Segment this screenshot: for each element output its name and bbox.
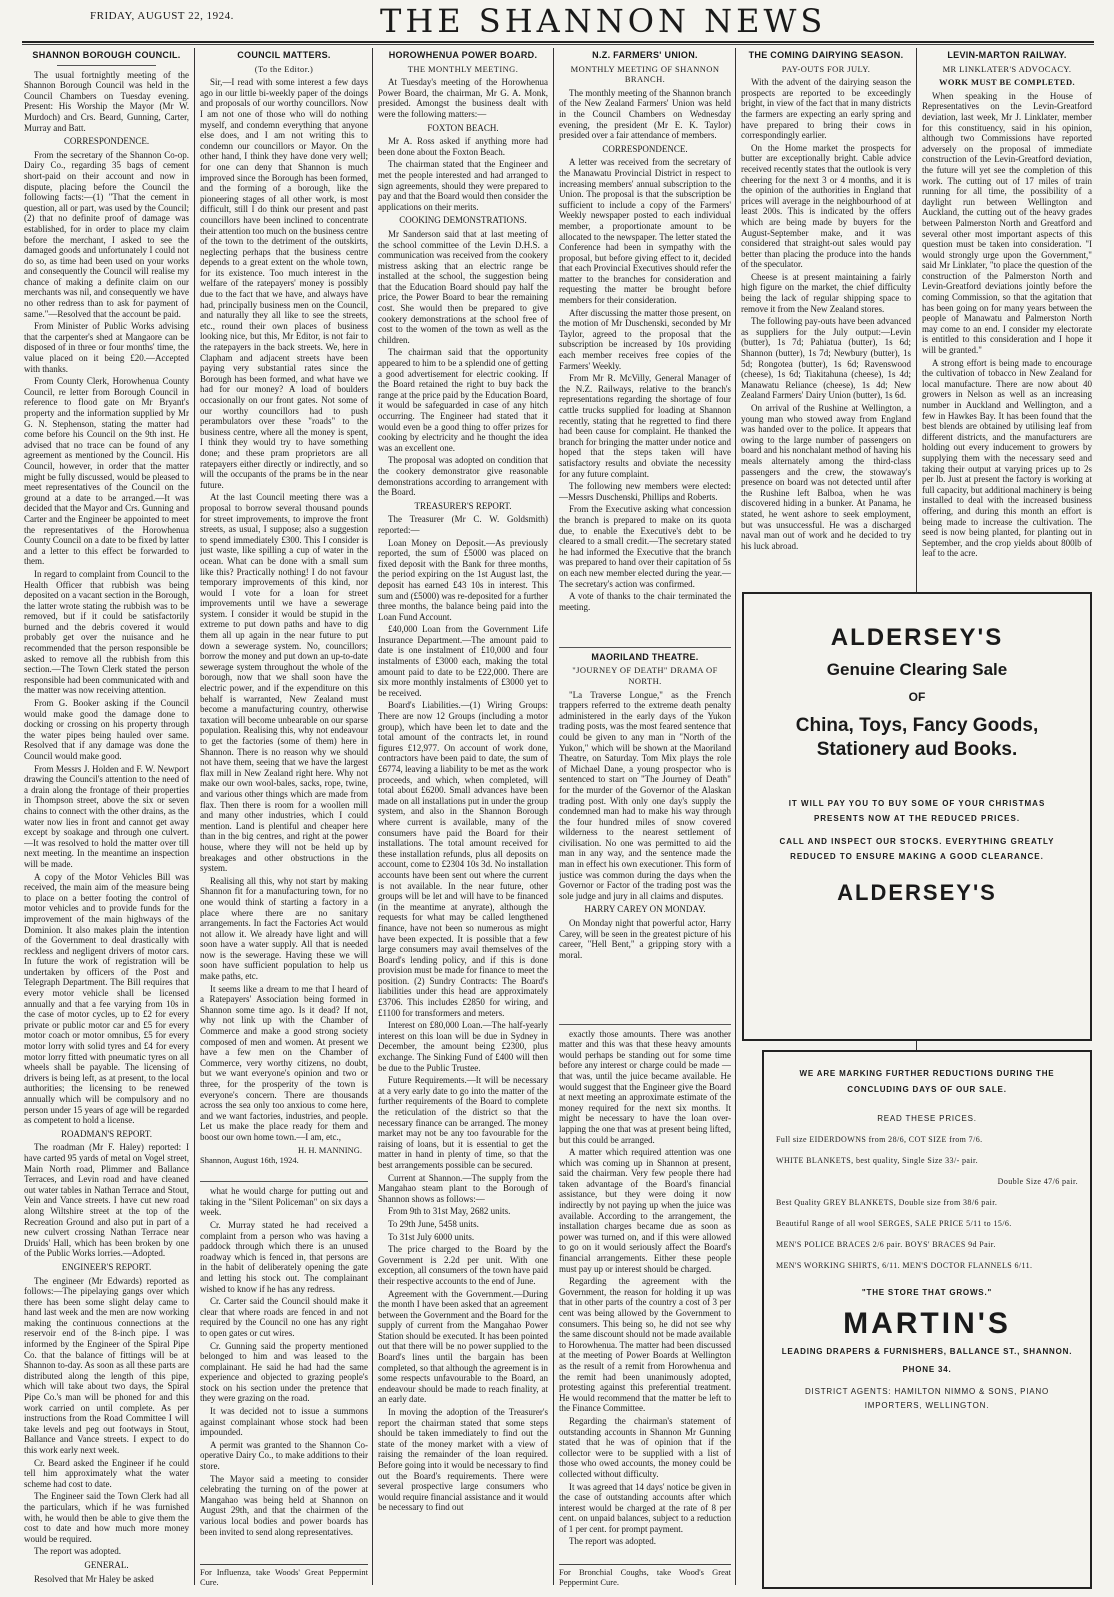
- ad-intro: WE ARE MARKING FURTHER REDUCTIONS DURING THE CONCLUDING DAYS OF OUR SALE.: [799, 1069, 1055, 1094]
- column-borough-council: [24, 48, 189, 1587]
- article-subheading: PAY-OUTS FOR JULY.: [781, 63, 871, 74]
- paragraph: Future Requirements.—It will be necessary at a very early date to go into the matter of the further requirements of the Board to complete the reticulation of the district so that the necessary finance can be arranged. The money market may not be any too favourable for the raising of loans, but it is essential to get the matter in hand in plenty of time, so that the best arrangements possible can be secured.: [378, 1075, 548, 1170]
- paragraph: Loan Money on Deposit.—As previously reported, the sum of £5000 was placed on fixed deposit with the Bank for three months, the period expiring on the 1st August last, the deposit has earned £43 10s in interest. This sum and (£5000) was re-deposited for a further three months, the balance being paid into the Loan Fund Account.: [378, 537, 548, 622]
- paragraph: From Messrs J. Holden and F. W. Newport drawing the Council's attention to the need of a drain along the frontage of their properties in Thompson street, above the six or seven chains to connect with the other drains, as the water now lies in front and cannot get away except by soakage and through one culvert.—It was resolved to hold the matter over till next meeting. In the meantime an inspection will be made.: [24, 763, 189, 869]
- paragraph: It seems like a dream to me that I heard of a Ratepayers' Association being formed in Shannon some time ago. Is it dead? If not, why not link up with the Chamber of Commerce and make a good strong society composed of men and women. At present we have a few men on the Chamber of Commerce, very worthy citizens, no doubt, but we want everyone's opinion and two or three, for the prosperity of the town is everyone's concern. There are thousands across the sea only too anxious to come here, and we want factories, industries, and people. Let us make the place ready for them and boost our own home town.—I am, etc.,: [200, 983, 368, 1142]
- letter-signature: H. H. MANNING.: [298, 1144, 362, 1155]
- advertiser-name: ALDERSEY'S: [830, 624, 1004, 651]
- section-heading: ROADMAN'S REPORT.: [61, 1128, 152, 1139]
- paragraph: The Engineer said the Town Clerk had all the particulars, which if he was furnished with, he would then be able to give them the cost to date and how much more money would be required.: [24, 1491, 189, 1544]
- paragraph: A matter which required attention was one which was coming up in Shannon at present, said the chairman. Very few people there had taken advantage of the Board's financial assistance, but they were doing it now indirectly by not paying up when the juice was available. According to the arrangement, the installation charges became due as soon as power was turned on, and if this were allowed to go on it would seriously affect the Board's financial arrangements. Either these people must pay up or interest should be charged.: [559, 1147, 731, 1274]
- column-divider: [735, 48, 736, 1585]
- article-heading: N.Z. FARMERS' UNION.: [592, 50, 698, 60]
- store-address: LEADING DRAPERS & FURNISHERS, BALLANCE ST., SHANNON.: [781, 1347, 1073, 1356]
- paragraph: To 31st July 6000 units.: [388, 1231, 475, 1242]
- column-divider: [372, 48, 373, 1585]
- article-subheading: MONTHLY MEETING OF SHANNON BRANCH.: [570, 63, 720, 85]
- paragraph: The usual fortnightly meeting of the Shannon Borough Council was held in the Council Chambers on Tuesday evening. Present: His Worship the Mayor (Mr W. Murdoch) and Crs. Beard, Gunning, Carter, Murray and Batt.: [24, 69, 189, 133]
- paragraph: The roadman (Mr F. Haley) reported: I have carted 95 yards of metal on Vogel street, Main North road, Plimmer and Ballance Terraces, and Levin road and have cleaned out water tables in Nathan Terrace and Stout, Vein and Vance streets. I have cut new road along Wiltshire street at the top of the Recreation Ground and also put in part of a new culvert crossing Nathan Terrace near Druids' Hall, which has been broken by one of the Public Works lorries.—Adopted.: [24, 1142, 189, 1259]
- price-list: [764, 1135, 1090, 1270]
- farmers-body: [559, 88, 731, 643]
- price-item: MEN'S POLICE BRACES 2/6 pair. BOYS' BRACES 9d Pair.: [776, 1240, 996, 1249]
- paragraph: From Mr R. McVilly, General Manager of the N.Z. Railways, relative to the branch's representations regarding the shortage of four cattle trucks supplied for loading at Shannon recently, stating that he regretted to find there had been cause for complaint. He thanked the branch for bringing the matter under notice and hoped that the steps taken will have satisfactory results and obviate the necessity for any future complaint.: [559, 373, 731, 479]
- paragraph: Cr. Murray stated he had received a complaint from a person who was having a paddock through which there is an unused roadway which is fenced in, that persons are in the habit of deliberately opening the gate and letting his stock out. The complainant wished to know if he has any redress.: [200, 1219, 368, 1294]
- ad-notice-2: CALL AND INSPECT OUR STOCKS. EVERYTHING GREATLY REDUCED TO ENSURE MAKING A GOOD CLEARANCE.: [779, 837, 1055, 861]
- district-agents: DISTRICT AGENTS: HAMILTON NIMMO & SONS, PIANO IMPORTERS, WELLINGTON.: [804, 1387, 1050, 1410]
- paragraph: At Tuesday's meeting of the Horowhenua Power Board, the chairman, Mr G. A. Monk, presided. Amongst the business dealt with were the following matters:—: [378, 77, 548, 119]
- ad-read-prices: READ THESE PRICES.: [877, 1114, 977, 1123]
- paragraph: The report was adopted.: [569, 1536, 656, 1547]
- paragraph: A vote of thanks to the chair terminated the meeting.: [559, 591, 731, 612]
- paragraph: From Minister of Public Works advising that the carpenter's shed at Mangaore can be disposed of in three or four months' time, the value placed on it being £20.—Accepted with thanks.: [24, 321, 189, 374]
- advertisement-martins: [762, 1050, 1092, 1589]
- article-heading: SHANNON BOROUGH COUNCIL.: [32, 50, 181, 60]
- letter-paragraphs: [200, 77, 368, 1142]
- column-footer-ad: For Bronchial Coughs, take Wood's Great Peppermint Cure.: [559, 1564, 731, 1587]
- paragraph: Interest on £80,000 Loan.—The half-yearly interest on this loan will be due in Sydney in December, the amount being £2300, plus exchange. The Sinking Fund of £400 will then be due to the Public Trustee.: [378, 1020, 548, 1073]
- council-continuation: [200, 1186, 368, 1537]
- section-heading: COOKING DEMONSTRATIONS.: [399, 215, 527, 226]
- theatre-heading: MAORILAND THEATRE.: [591, 651, 699, 662]
- paragraph: The engineer (Mr Edwards) reported as follows:—The pipelaying gangs over which there has been some slight delay came to hand last week and the men are now working making the continuous connections at the reservoir end of the 8-inch pipe. I was informed by the Engineer of the Spiral Pipe Co. that the balance of fittings will be at Shannon to-day. As soon as all these parts are distributed along the length of this pipe, which will take about two days, the Spiral Pipe Co.'s man will be phoned for and this work carried on until complete. As per instructions from the Road Committee I will take levels and peg out footways in Stout, Ballance and Vance streets. I expect to do this work early next week.: [24, 1275, 189, 1455]
- goods-line-1: China, Toys, Fancy Goods,: [795, 715, 1039, 736]
- column-railway: [922, 48, 1092, 588]
- store-phone: PHONE 34.: [902, 1365, 952, 1374]
- paragraph: The chairman stated that the Engineer and met the people interested and had arranged to sign agreements, should they were prepared to pay and that the Board would then consider the applications on their merits.: [378, 159, 548, 212]
- paragraph: The following new members were elected:—Messrs Duschenski, Phillips and Roberts.: [559, 481, 731, 502]
- section-heading: ENGINEER'S REPORT.: [61, 1261, 152, 1272]
- paragraph: The chairman said that the opportunity appeared to him to be a splendid one of getting a good advertisement for electric cooking. If the Board retained the right to buy back the range at the price paid by the Education Board, it would be safeguarded in case of any hitch occurring. The Engineer had stated that it would even be a good thing to offer prizes for cooking by electricity and he thought the idea was an excellent one.: [378, 347, 548, 453]
- paragraph: A letter was received from the secretary of the Manawatu Provincial District in respect to increasing members' annual subscription to the Union. The proposal is that the subscription be sufficient to include a copy of the Farmers' Weekly newspaper posted to each individual member, a proportionate amount to be allocated to the newspaper. The letter stated the Conference had been in sympathy with the proposal, but before giving effect to it, decided that each Provincial Executives should refer the matter to the branches for consideration and requesting the matter be brought before members for their consideration.: [559, 157, 731, 306]
- heading-rule: [57, 65, 156, 66]
- sale-title: Genuine Clearing Sale: [826, 660, 1008, 679]
- paragraph: The price charged to the Board by the Government is 2.2d per unit. With one exception, all consumers of the town have paid their respective accounts to the end of June.: [378, 1244, 548, 1286]
- advertiser-name: MARTIN'S: [843, 1307, 1011, 1340]
- paragraph: From 9th to 31st May, 2682 units.: [388, 1206, 511, 1217]
- article-subheading: MR LINKLATER'S ADVOCACY.: [942, 63, 1072, 74]
- article-subheading-2: WORK MUST BE COMPLETED.: [938, 77, 1076, 88]
- paragraph: From the Executive asking what concession the branch is prepared to make on its quota due, to enable the Executive's debt to be cleared to a small credit.—The secretary stated he had informed the Executive that the branch was prepared to hand over their capitation of 5s on each new member elected during the year.—The secretary's action was confirmed.: [559, 504, 731, 589]
- paragraph: A permit was granted to the Shannon Co-operative Dairy Co., to make additions to their store.: [200, 1439, 368, 1472]
- paragraph: The report was adopted.: [34, 1546, 121, 1557]
- section-heading: CORRESPONDENCE.: [602, 143, 688, 154]
- paragraph: Cr. Gunning said the property mentioned belonged to him and was leased to the complainant. He said he had had the same experience and objected to grazing people's stock on his section under the pretence that they were grazing on the road.: [200, 1340, 368, 1404]
- paragraph: The monthly meeting of the Shannon branch of the New Zealand Farmers' Union was held in the Council Chambers on Wednesday evening, the president (Mr E. K. Taylor) presided over a fair attendance of members.: [559, 87, 731, 141]
- price-item: Beautiful Range of all wool SERGES, SALE PRICE 5/11 to 15/6.: [776, 1219, 1012, 1228]
- article-heading: THE COMING DAIRYING SEASON.: [748, 50, 904, 60]
- paragraph: In moving the adoption of the Treasurer's report the chairman stated that some steps should be taken immediately to find out the state of the money market with a view of raising the remainder of the loan required. Before going into it would be necessary to find out the Board's requirements. There were several prospective large consumers who would require financial assistance and it would be necessary to find out: [378, 1407, 548, 1513]
- section-heading: TREASURER'S REPORT.: [414, 500, 512, 511]
- ad-notice-1: IT WILL PAY YOU TO BUY SOME OF YOUR CHRISTMAS PRESENTS NOW AT THE REDUCED PRICES.: [788, 799, 1046, 823]
- paragraph: With the advent of the dairying season the prospects are reported to be exceedingly bright, in view of the fact that in many districts the farmers are expecting an early spring and have prepared to bring their cows in correspondingly earlier.: [741, 77, 911, 141]
- theatre-body: [559, 690, 731, 1020]
- masthead-rule-thin: [22, 44, 1094, 45]
- letter-body: [200, 77, 368, 1177]
- paragraph: On the Home market the prospects for butter are exceptionally bright. Cable advice received recently states that the outlook is very cheering for the next 3 or 4 months, and it is the opinion of the authorities in England that prices will average in the neighbourhood of at least 200s. This is indicated by the offers which are being made by buyers for the August-September make, and it was considered that straight-out sales would pay better than placing the produce into the hands of the speculator.: [741, 142, 911, 270]
- paragraph: Agreement with the Government.—During the month I have been asked that an agreement between the Government and the Board for the supply of current from the Mangahao Power Station should be executed. It has been pointed out that there will be no power supplied to the Board's lines until the bargain has been completed, so that although the agreement is in some respects unfavourable to the Board, an endeavour should be made to reach finality, at an early date.: [378, 1288, 548, 1405]
- paragraph: From the secretary of the Shannon Co-op. Dairy Co., regarding 35 bags of cement short-paid on their account and now in dispute, placing before the Council the following facts:—(1) "That the cement in question, all or part, was used by the Council; (2) that no definite proof of damage was established, for in order to place my claim before the merchant, I asked to see the damaged goods and unfortunately I could not do so, as time had been used on your works and consequently the Council will realise my chance of making a definite claim on our merchants was nil, and consequently we have no other redress than to ask for payment of same."—Resolved that the account be paid.: [24, 149, 189, 319]
- store-slogan: "THE STORE THAT GROWS.": [861, 1288, 993, 1297]
- paragraph: When speaking in the House of Representatives on the Levin-Greatford deviation, last week, Mr J. Linklater, member for this constituency, said in his opinion, although two Commissions have reported adversely on the proposal of immediate construction of the Levin-Greatford deviation, the future will yet see the completion of this work. The cutting out of 17 miles of train running for all time, the possibility of a daylight run between Wellington and Auckland, the cutting out of the heavy grades between Palmerston North and Greatford and several other most important aspects of this question must be taken into consideration. "I would strongly urge upon the Government," said Mr Linklater, "to place the question of the construction of the Palmerston North and Levin-Greatford deviations jointly before the coming Commission, so that the agitation that has been going on for many years between the people of Manawatu and Palmerston North may come to an end. I consider my electorate is entitled to this consideration and I hope it will be granted.": [922, 90, 1092, 356]
- paragraph: Mr A. Ross asked if anything more had been done about the Foxton Beach.: [378, 136, 548, 157]
- letter-dateline: Shannon, August 16th, 1924.: [200, 1155, 299, 1166]
- paragraph: It was decided not to issue a summons against complainant whose stock had been impounded.: [200, 1406, 368, 1438]
- paragraph: The proposal was adopted on condition that the cookery demonstrator give reasonable demonstrations according to arrangement with the Board.: [378, 455, 548, 498]
- article-heading: COUNCIL MATTERS.: [237, 50, 331, 60]
- paragraph: At the last Council meeting there was a proposal to borrow several thousand pounds for street improvements, to improve the front streets, as usual, I suppose; also a suggestion to spend immediately £300. This I consider is just waste, like spilling a cup of water in the ocean. What can be done with a small sum like this? Practically nothing! I do not favour temporary improvements of this kind, nor would I vote for a loan for street improvements until we have a sewerage system. I consider it would be stupid in the extreme to put down paths and have to dig them all up again in the near future to put down a sewerage system. No, councillors; borrow the money and put down an up-to-date sewerage system throughout the whole of the borough, now that we shall soon have the electric power, and if the expenditure on this behalf is warranted, New Zealand must become a manufacturing country, otherwise taxation will become unbearable on our sparse population. Realising this, why not endeavour to get the factories (some of them) here in Shannon. There is no reason why we should not have them, seeing that we have the largest flax mill in New Zealand right here. Why not make our own wool-bales, sacks, rope, twine, and various other things which are made from flax. Then there is room for a woollen mill and many other industries, which I could mention. Land is plentiful and cheaper here than in the big centres, and right at the power house, where they will not be held up by breakages and other obstructions in the system.: [200, 492, 368, 874]
- article-heading: HOROWHENUA POWER BOARD.: [388, 50, 538, 60]
- article-body: [24, 70, 189, 1585]
- paragraph: Mr Sanderson said that at last meeting of the school committee of the Levin D.H.S. a communication was received from the cookery mistress asking that an electric range be installed at the school, the suggestion being that the Education Board should pay half the price, the Power Board to bear the remaining cost. She would then be prepared to give cookery demonstrations at the school free of cost to the women of the town as well as the children.: [378, 228, 548, 345]
- column-power-board: [378, 48, 548, 1587]
- paragraph: what he would charge for putting out and taking in the "Silent Policeman" on six days a week.: [200, 1186, 368, 1218]
- advertisement-aldersey: [742, 592, 1092, 1041]
- paragraph: On Monday night that powerful actor, Harry Carey, will be seen in the greatest picture of his career, "Hell Bent," a gripping story with a moral.: [559, 918, 731, 960]
- article-subheading: (To the Editor.): [254, 63, 314, 74]
- article-paragraphs: [559, 88, 731, 613]
- sale-of: OF: [908, 690, 926, 704]
- section-heading: HARRY CAREY ON MONDAY.: [584, 904, 706, 915]
- paragraph: "La Traverse Longue," as the French trappers referred to the extreme death penalty administered in the early days of the Yukon trading posts, was the most feared sentence that could be given to any man in "North of the Yukon," which will be shown at the Maoriland Theatre, on Saturday. Tom Mix plays the role of Michael Dane, a young prospector who is sentenced to start on "The Journey of Death" for the murder of the Governor of the Alaskan trading post. With only one day's supply the condemned man had to make his way through the four hundred miles of snow covered wilderness to the nearest settlement of civilisation. No one was permitted to aid the man in any way, and the sentence made the man in effect his own executioner. This form of justice was common during the days when the Governor or Factor of the trading post was the sole judge and jury in all claims and disputes.: [559, 689, 731, 901]
- paragraph: From County Clerk, Horowhenua County Council, re letter from Borough Council in reference to flood gate on Mr Bryant's property and the information supplied by Mr G. N. Stephenson, stating the matter had come before his Council on the 9th inst. He advised that no trace can be found of any agreement as mentioned by the Council. His Council, however, in order that the matter might be fully discussed, would be pleased to meet representatives of the Council on the ground at a date to be arranged.—It was decided that the Mayor and Crs. Gunning and Carter and the Engineer be appointed to meet the representatives of the Horowhenua County Council on a date to be fixed by latter and a letter to this effect be forwarded to them.: [24, 376, 189, 567]
- section-rule: [200, 1181, 368, 1182]
- paragraph: Board's Liabilities.—(1) Wiring Groups: There are now 12 Groups (including a motor group), which have been let to date and the total amount of the contracts let, in round figures £12,977. On account of work done, contractors have been paid to date, the sum of £6774, leaving a liability to be met as the work proceeds, and which, when completed, will total about £6200. Small advances have been made on all installations put in under the group system, and also in the Shannon Borough where current is available, many of the consumers have paid the Board for their installations. The total amount received for these installation refunds, plus all deposits on account, come to £2304 10s 3d. No installation accounts have been sent out where the current is not available. In the near future, other groups will be let and will have to be financed (in the meantime at anyrate), although the requests for what may be called lengthened finance, have not been so numerous as might have been expected. It is possible that a few large consumers may avail themselves of the Board's lending policy, and if this is done provision must be made for finance to meet the position. (2) Sundry Contracts: The Board's liabilities under this head are approximately £3706. This includes £2850 for wiring, and £1100 for transformers and meters.: [378, 700, 548, 1018]
- power-board-continuation: [559, 1029, 731, 1548]
- column-footer-ad: For Influenza, take Woods' Great Peppermint Cure.: [200, 1564, 368, 1587]
- paragraph: Realising all this, why not start by making Shannon fit for a manufacturing town, for no one would think of starting a factory in a place where there are no sanitary arrangements. In fact the Factories Act would not allow it. We already have light and will soon have a water supply. All that is needed now is the sewerage. Having these we will soon have sufficient population to help us make paths, etc.: [200, 875, 368, 982]
- column-council-matters: [200, 48, 368, 1587]
- paragraph: After discussing the matter those present, on the motion of Mr Duschenski, seconded by Mr Taylor, agreed to the proposal that the subscription be increased by 10s providing each member receives free copies of the Farmers' Weekly.: [559, 307, 731, 371]
- paragraph: It was agreed that 14 days' notice be given in the case of outstanding accounts after which interest would be charged at the rate of 8 per cent. on unpaid balances, subject to a reduction of 1 per cent. for prompt payment.: [559, 1481, 731, 1534]
- paragraph: Regarding the agreement with the Government, the reason for holding it up was that in other parts of the country a cost of 3 per cent was being allowed by the Government to consumers. This being so, he did not see why the same discount should not be made available to Horowhenua. The matter had been discussed at the meeting of Power Boards at Wellington as the result of a remit from Horowhenua and the remit had been unanimously adopted, protesting against this preferential treatment. He would recommend that the matter be left to the Finance Committee.: [559, 1276, 731, 1414]
- theatre-subheading: "JOURNEY OF DEATH" DRAMA OF NORTH.: [572, 665, 718, 686]
- article-body: [922, 91, 1092, 559]
- paragraph: Cheese is at present maintaining a fairly high figure on the market, the chief difficulty being the lack of regular shipping space to remove it from the New Zealand stores.: [741, 271, 911, 314]
- section-heading: FOXTON BEACH.: [427, 122, 499, 133]
- paragraph: The Mayor said a meeting to consider celebrating the turning on of the power at Mangahao was being held at Shannon on August 29th, and that the chairmen of the various local bodies and power boards has been invited to send along representatives.: [200, 1473, 368, 1537]
- section-rule: [559, 647, 731, 648]
- paragraph: In regard to complaint from Council to the Health Officer that rubbish was being deposited on a vacant section in the Borough, the latter wrote stating the rubbish was to be removed, but if it could be satisfactorily burned and the debris covered it would probably get over the nuisance and he recommended that the person responsible be asked to remove all the rubbish from this section.—The Town Clerk stated the person responsible had been communicated with and the matter was now receiving attention.: [24, 568, 189, 696]
- theatre-paragraphs: [559, 690, 731, 961]
- paragraph: On arrival of the Rushine at Wellington, a young man who stowed away from England was handed over to the police. It appears that owing to the large number of passengers on board and his nonchalant method of having his meals alternately among the third-class passengers and the crew, the stowaway's presence on board was not detected until after the Rushine left Balboa, when he was discovered hiding in a bunker. At Panama, he stated, he went ashore to seek employment, but was unsuccessful. He was a discharged naval man out of work and he decided to try his luck abroad.: [741, 403, 911, 551]
- paragraph: From G. Booker asking if the Council would make good the damage done to docking or crossing on his property through the water pipes being hauled over same. Resolved that if any damage was done the Council would make good.: [24, 698, 189, 761]
- column-divider: [194, 48, 195, 1585]
- paragraph: Current at Shannon.—The supply from the Mangahao steam plant to the Borough of Shannon shows as follows:—: [378, 1172, 548, 1204]
- price-item: MEN'S WORKING SHIRTS, 6/11. MEN'S DOCTOR FLANNELS 6/11.: [776, 1261, 1033, 1270]
- paragraph: A copy of the Motor Vehicles Bill was received, the main aim of the measure being to place on a better footing the control of motor vehicles and to provide funds for the improvement of the main highways of the Dominion. It also makes plain the intention of the Government to deal drastically with reckless and negligent drivers of motor cars. In future the work of registration will be undertaken by officers of the Post and Telegraph Department. The Bill requires that every motor vehicle shall be licensed annually and that a fee varying from 10s in the case of motor cycles, up to £2 for every private or public motor car and £5 for every motor coach or motor omnibus, £5 for every motor lorry with solid tyres and £4 for every motor lorry fitted with pneumatic tyres on all wheels shall be payable. The licensing of drivers is being left, as at present, to the local authorities; the licensing to be renewed annually which will be compulsory and no person under 15 years of age will be regarded as competent to hold a license.: [24, 871, 189, 1126]
- price-item: WHITE BLANKETS, best quality, Single Size 33/- pair.: [776, 1156, 979, 1165]
- price-item: Double Size 47/6 pair.: [997, 1177, 1078, 1186]
- paragraph: Cr. Carter said the Council should make it clear that where roads are fenced in and not required by the Council no one has any right to open gates or cut wires.: [200, 1296, 368, 1338]
- newspaper-title: THE SHANNON NEWS: [380, 2, 827, 40]
- paragraph: Regarding the chairman's statement of outstanding accounts in Shannon Mr Gunning stated that he was of opinion that if the collector were to be supplied with a list of those who owed accounts, the money could be collected without difficulty.: [559, 1415, 731, 1479]
- article-body: [378, 77, 548, 1513]
- section-rule: [559, 1024, 731, 1025]
- price-item: Full size EIDERDOWNS from 28/6, COT SIZE from 7/6.: [776, 1135, 983, 1144]
- paragraph: The following pay-outs have been advanced as suppliers for the July output:—Levin (butter), 1s 7d; Pahiatua (butter), 1s 6d; Shannon (butter), 1s 7d; Newbury (butter), 1s 5d; Rongotea (butter), 1s 6d; Ravenswood (cheese), 1s 6d; Tiakitahuna (cheese), 1s 4d; Manawatu Reliance (cheese), 1s 4d; New Zealand Farmers' Dairy Union (butter), 1s 6d.: [741, 316, 911, 401]
- paragraph: Sir,—I read with some interest a few days ago in our little bi-weekly paper of the doings and proposals of our worthy councillors. Now I am not one of those who will do nothing myself, and condemn everything that anyone else does, and I am not writing this to condemn our councillors or Mayor. On the other hand, I think they have done very well; for one can deny that Shannon is much improved since the Borough has been formed, and the forming of a borough, like the pioneering stages of all other work, is most difficult, still I do think our present and past councillors have been inclined to concentrate their attention too much on the business centre of the town to the detriment of the outskirts, neglecting perhaps that the business centre depends to a great extent on the whole town, for its existence. Too much interest in the welfare of the ratepayers' money is possibly due to the fact that we have, and always have had, principally business men on the Council, and naturally they all like to see the streets, etc., round their own places of business looking nice, but this, Mr Editor, is not fair to the ratepayers in the back streets. We, here in Clapham and adjacent streets have been paying very substantial rates since the Borough has been formed, and what have we had for our money? A load of boulders occasionally on our front gates. Not some of our worthy councillors had to push perambulators over these "roads" to the business centre, where all the money is spent, I think they would try to have something done; and these pram proprietors are all ratepayers either directly or indirectly, and so will the occupants of the prams be in the near future.: [200, 77, 368, 490]
- article-body: [741, 77, 911, 551]
- issue-date: FRIDAY, AUGUST 22, 1924.: [90, 10, 234, 22]
- column-farmers-union: [559, 48, 731, 1587]
- article-heading: LEVIN-MARTON RAILWAY.: [947, 50, 1067, 60]
- advertiser-name-footer: ALDERSEY'S: [837, 880, 997, 905]
- section-heading: CORRESPONDENCE.: [63, 136, 150, 147]
- paragraph: The Treasurer (Mr C. W. Goldsmith) reported:—: [378, 514, 548, 535]
- paragraph: Resolved that Mr Haley be asked: [34, 1573, 154, 1584]
- paragraph: A strong effort is being made to encourage the cultivation of tobacco in New Zealand for local manufacture. There are now about 40 growers in Nelson as well as an increasing number in Auckland and Wellington, and a few in Hawkes Bay. It has been found that the best blends are obtained by utilising leaf from different districts, and the manufacturers are holding out every inducement to growers by supplying them with the necessary seed and taking their output at varying prices up to 2s per lb. Just at present the factory is working at full capacity, but additional machinery is being installed to deal with the increased business offering, and during this month an effort is being made to increase the cultivation. The seed is now being planted, for planting out in September, and the crop yields about 800lb of leaf to the acre.: [922, 357, 1092, 559]
- paragraph: £40,000 Loan from the Government Life Insurance Department.—The amount paid to date is one instalment of £10,000 and four instalments of £3000 each, making the total amount paid to date to be £22,000. There are six more monthly instalments of £3000 yet to be received.: [378, 624, 548, 698]
- section-heading: GENERAL.: [84, 1559, 129, 1570]
- paragraph: exactly those amounts. There was another matter and this was that these heavy amounts would perhaps be standing out for some time before any interest or charge could be made —that was, until the juice became available. He would suggest that the Engineer give the Board at next meeting an approximate estimate of the money required for the next six months. It might be necessary to have the loan over-lapping the one that was at present being lifted, but this could be arranged.: [559, 1028, 731, 1145]
- paragraph: To 29th June, 5458 units.: [388, 1218, 479, 1229]
- column-divider: [553, 48, 554, 1585]
- goods-line-2: Stationery aud Books.: [816, 739, 1018, 760]
- masthead-rule: [22, 41, 1094, 43]
- price-item: Best Quality GREY BLANKETS, Double size from 38/6 pair.: [776, 1198, 998, 1207]
- masthead: [0, 0, 1114, 44]
- column-dairying: [741, 48, 911, 588]
- paragraph: Cr. Beard asked the Engineer if he could tell him approximately what the water scheme had cost to date.: [24, 1457, 189, 1489]
- article-subheading: THE MONTHLY MEETING.: [407, 63, 519, 74]
